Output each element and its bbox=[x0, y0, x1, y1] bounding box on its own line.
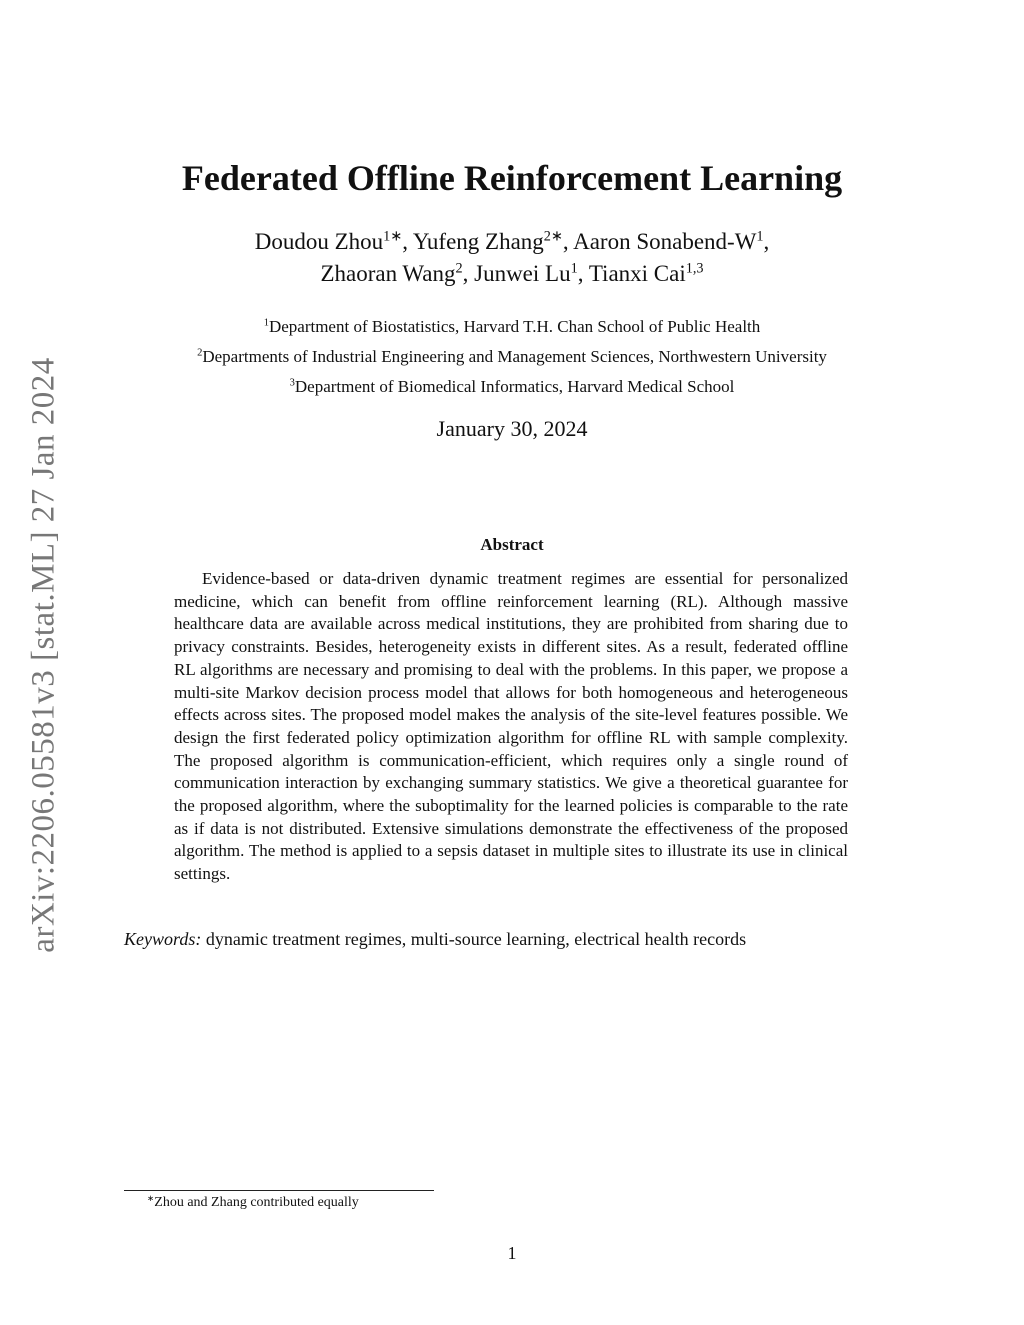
author-affiliation-mark: 1 bbox=[570, 260, 578, 277]
abstract-heading: Abstract bbox=[480, 535, 544, 554]
author-name: Zhaoran Wang bbox=[320, 261, 456, 286]
author-separator: , bbox=[462, 261, 475, 286]
author-line-2 bbox=[0, 258, 1024, 290]
author-name: Doudou Zhou bbox=[254, 229, 384, 254]
affiliation-item bbox=[0, 372, 1024, 402]
author-name: Aaron Sonabend-W bbox=[573, 229, 757, 254]
page-number: 1 bbox=[507, 1243, 517, 1263]
affiliation-item bbox=[0, 342, 1024, 372]
author-affiliation-mark: 1 bbox=[756, 228, 764, 245]
footnote-divider bbox=[124, 1190, 434, 1191]
publication-date: January 30, 2024 bbox=[436, 416, 588, 441]
author-separator: , bbox=[402, 229, 413, 254]
author-separator: , bbox=[577, 261, 589, 286]
footnote-text: Zhou and Zhang contributed equally bbox=[154, 1195, 359, 1210]
footnote-mark: ∗ bbox=[147, 1192, 155, 1203]
author-list bbox=[0, 226, 1024, 290]
footnote bbox=[147, 1192, 359, 1211]
affiliation-item bbox=[0, 312, 1024, 342]
arxiv-identifier-stamp: arXiv:2206.05581v3 [stat.ML] 27 Jan 2024 bbox=[25, 357, 62, 953]
affiliation-number: 2 bbox=[197, 347, 203, 359]
affiliation-text: Department of Biostatistics, Harvard T.H. Chan School of Public Health bbox=[268, 317, 761, 336]
author-separator: , bbox=[763, 229, 770, 254]
paper-title: Federated Offline Reinforcement Learning bbox=[181, 158, 843, 198]
author-separator: , bbox=[562, 229, 574, 254]
author-name: Yufeng Zhang bbox=[412, 229, 544, 254]
author-name: Junwei Lu bbox=[474, 261, 571, 286]
author-affiliation-mark: 1∗ bbox=[383, 228, 403, 245]
affiliation-list bbox=[0, 312, 1024, 402]
keywords-label: Keywords: bbox=[124, 929, 202, 949]
author-affiliation-mark: 1,3 bbox=[685, 260, 704, 277]
author-line-1 bbox=[0, 226, 1024, 258]
affiliation-number: 1 bbox=[263, 317, 269, 329]
author-name: Tianxi Cai bbox=[588, 261, 686, 286]
abstract-body: Evidence-based or data-driven dynamic treatment regimes are essential for personalized medicine, which can benefit from offline reinforcement learning (RL). Although massive healthcare data are available across medical institutions, they are prohibited from sharing due to privacy constraints. Besides, heterogeneity exists in different sites. As a result, federated offline RL algorithms are necessary and promising to deal with the problems. In this paper, we propose a multi-site Markov decision process model that allows for both homogeneous and heterogeneous effects across sites. The proposed model makes the analysis of the site-level features possible. We design the first federated policy optimization algorithm for offline RL with sample complexity. The proposed algorithm is communication-efficient, which requires only a single round of communication interaction by exchanging summary statistics. We give a theoretical guarantee for the proposed algorithm, where the suboptimality for the learned policies is comparable to the rate as if data is not distributed. Extensive simulations demonstrate the effectiveness of the proposed algorithm. The method is applied to a sepsis dataset in multiple sites to illustrate its use in clinical settings. bbox=[174, 569, 848, 884]
affiliation-text: Departments of Industrial Engineering and Management Sciences, Northwestern University bbox=[202, 347, 827, 366]
keywords-line bbox=[124, 929, 904, 950]
author-affiliation-mark: 2∗ bbox=[543, 228, 563, 245]
author-affiliation-mark: 2 bbox=[455, 260, 463, 277]
affiliation-number: 3 bbox=[289, 377, 295, 389]
affiliation-text: Department of Biomedical Informatics, Harvard Medical School bbox=[294, 377, 735, 396]
keywords-text: dynamic treatment regimes, multi-source learning, electrical health records bbox=[205, 929, 747, 949]
